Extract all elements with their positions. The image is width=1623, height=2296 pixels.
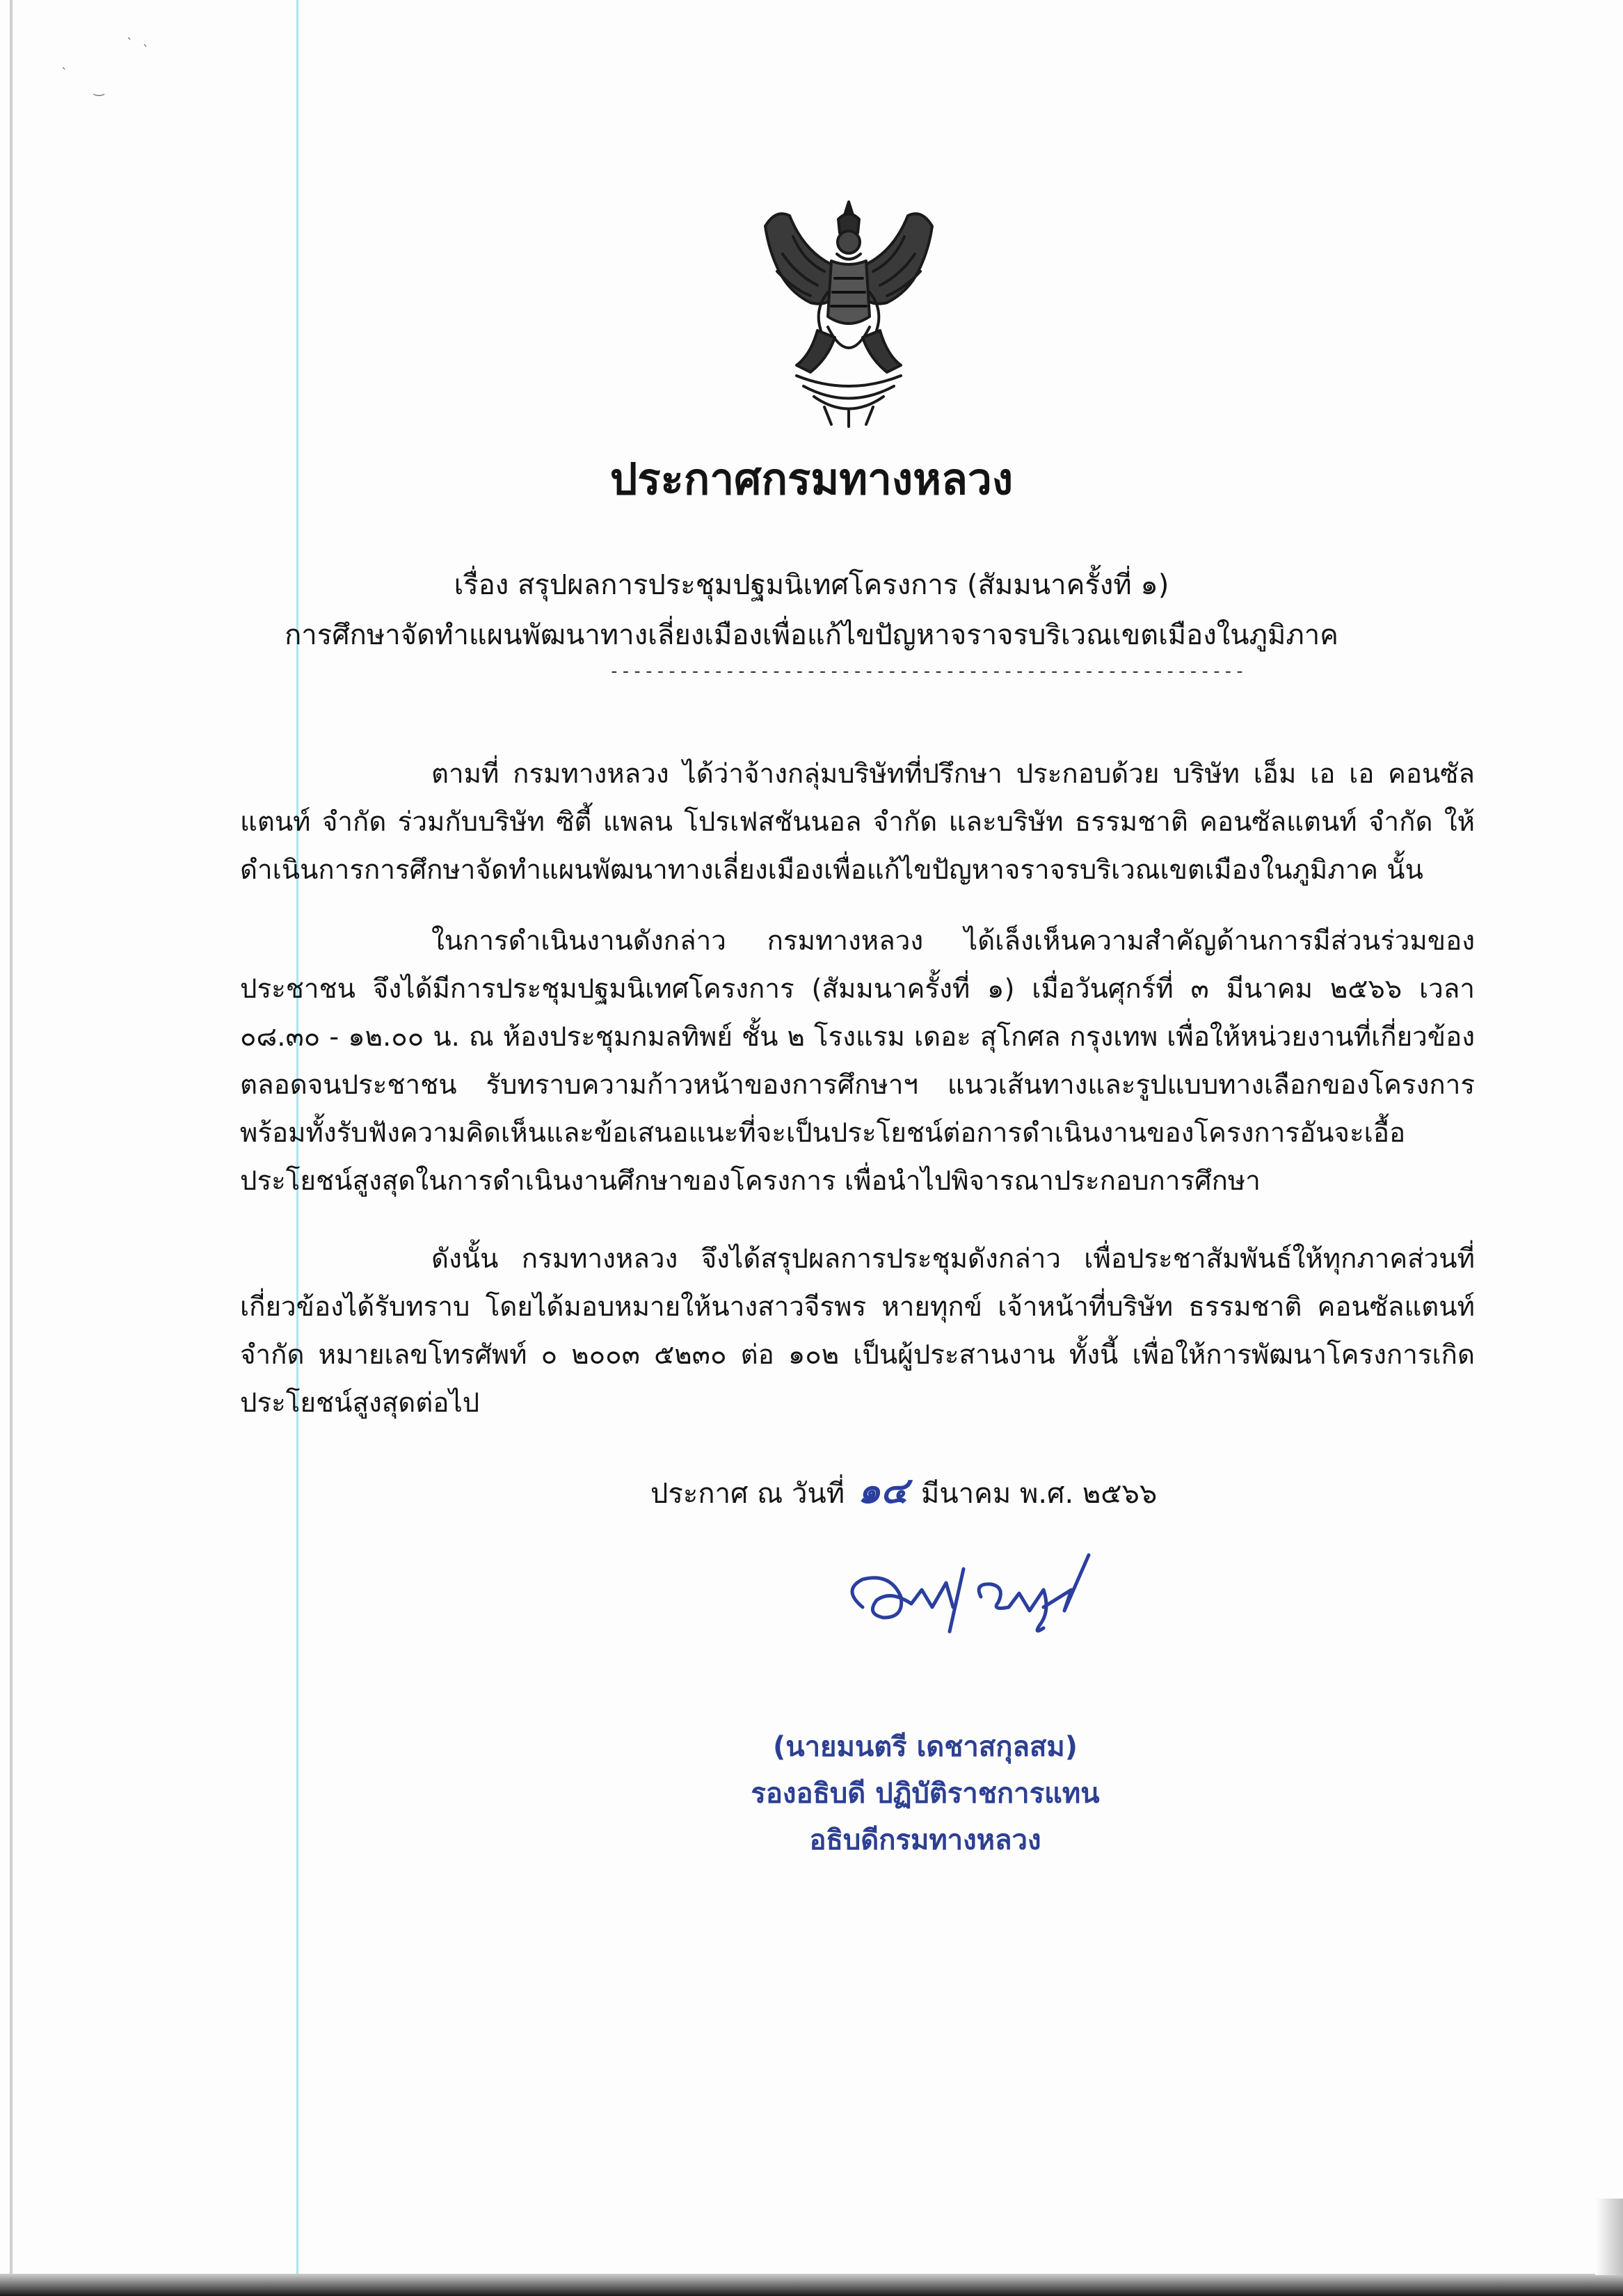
signer-position: รองอธิบดี ปฏิบัติราชการแทน — [751, 1778, 1100, 1810]
scan-corner-shadow — [1595, 2199, 1623, 2275]
body-paragraph-2: ในการดำเนินงานดังกล่าว กรมทางหลวง ได้เล็งเห็นความสำคัญด้านการมีส่วนร่วมของประชาชน จึงได้มีการประชุมปฐมนิเทศโครงการ (สัมมนาครั้งที่ ๑) เมื่อวันศุกร์ที่ ๓ มีนาคม ๒๕๖๖ เวลา ๐๘.๓๐ - ๑๒.๐๐ น. ณ ห้องประชุมกมลทิพย์ ชั้น ๒ โรงแรม เดอะ สุโกศล กรุงเทพ เพื่อให้หน่วยงานที่เกี่ยวข้อง ตลอดจนประชาชน รับทราบความก้าวหน้าของการศึกษาฯ แนวเส้นทางและรูปแบบทางเลือกของโครงการ พร้อมทั้งรับฟังความคิดเห็นและข้อเสนอแนะที่จะเป็นประโยชน์ต่อการดำเนินงานของโครงการอันจะเอื้อประโยชน์สูงสุดในการดำเนินงานศึกษาของโครงการ เพื่อนำไปพิจารณาประกอบการศึกษา — [240, 925, 1475, 1197]
scan-speck: ‿ — [94, 82, 104, 97]
title-divider: ------------------------------------------------------- — [609, 661, 1246, 682]
scan-speck: ` — [61, 66, 67, 81]
announcement-day-handwritten: ๑๔ — [857, 1470, 909, 1512]
announcement-date-suffix: มีนาคม พ.ศ. ๒๕๖๖ — [920, 1478, 1158, 1510]
scan-speck: ` — [143, 43, 149, 58]
scan-speck: ` — [127, 36, 133, 51]
signature-image — [835, 1541, 1113, 1652]
subject-line-2: การศึกษาจัดทำแผนพัฒนาทางเลี่ยงเมืองเพื่อแก้ไขปัญหาจราจรบริเวณเขตเมืองในภูมิภาค — [285, 619, 1338, 651]
document-title: ประกาศกรมทางหลวง — [609, 454, 1014, 504]
subject-line-1: เรื่อง สรุปผลการประชุมปฐมนิเทศโครงการ (สัมมนาครั้งที่ ๑) — [454, 569, 1169, 601]
scan-bottom-edge — [0, 2274, 1623, 2296]
body-paragraph-1: ตามที่ กรมทางหลวง ได้ว่าจ้างกลุ่มบริษัทที่ปรึกษา ประกอบด้วย บริษัท เอ็ม เอ เอ คอนซัลแตนท์ จำกัด ร่วมกับบริษัท ซิตี้ แพลน โปรเฟสชันนอล จำกัด และบริษัท ธรรมชาติ คอนซัลแตนท์ จำกัด ให้ดำเนินการการศึกษาจัดทำแผนพัฒนาทางเลี่ยงเมืองเพื่อแก้ไขปัญหาจราจรบริเวณเขตเมืองในภูมิภาค นั้น — [240, 758, 1475, 886]
scan-edge-line — [10, 0, 13, 2296]
body-paragraph-3: ดังนั้น กรมทางหลวง จึงได้สรุปผลการประชุมดังกล่าว เพื่อประชาสัมพันธ์ให้ทุกภาคส่วนที่เกี่ยวข้องได้รับทราบ โดยได้มอบหมายให้นางสาวจีรพร หายทุกข์ เจ้าหน้าที่บริษัท ธรรมชาติ คอนซัลแตนท์ จำกัด หมายเลขโทรศัพท์ ๐ ๒๐๐๓ ๕๒๓๐ ต่อ ๑๐๒ เป็นผู้ประสานงาน ทั้งนี้ เพื่อให้การพัฒนาโครงการเกิดประโยชน์สูงสุดต่อไป — [240, 1243, 1475, 1419]
announcement-date — [650, 1461, 1157, 1519]
garuda-emblem-icon — [727, 188, 970, 428]
signer-department: อธิบดีกรมทางหลวง — [809, 1824, 1041, 1856]
announcement-date-prefix: ประกาศ ณ วันที่ — [650, 1478, 845, 1510]
signer-name: (นายมนตรี เดชาสกุลสม) — [772, 1731, 1078, 1763]
